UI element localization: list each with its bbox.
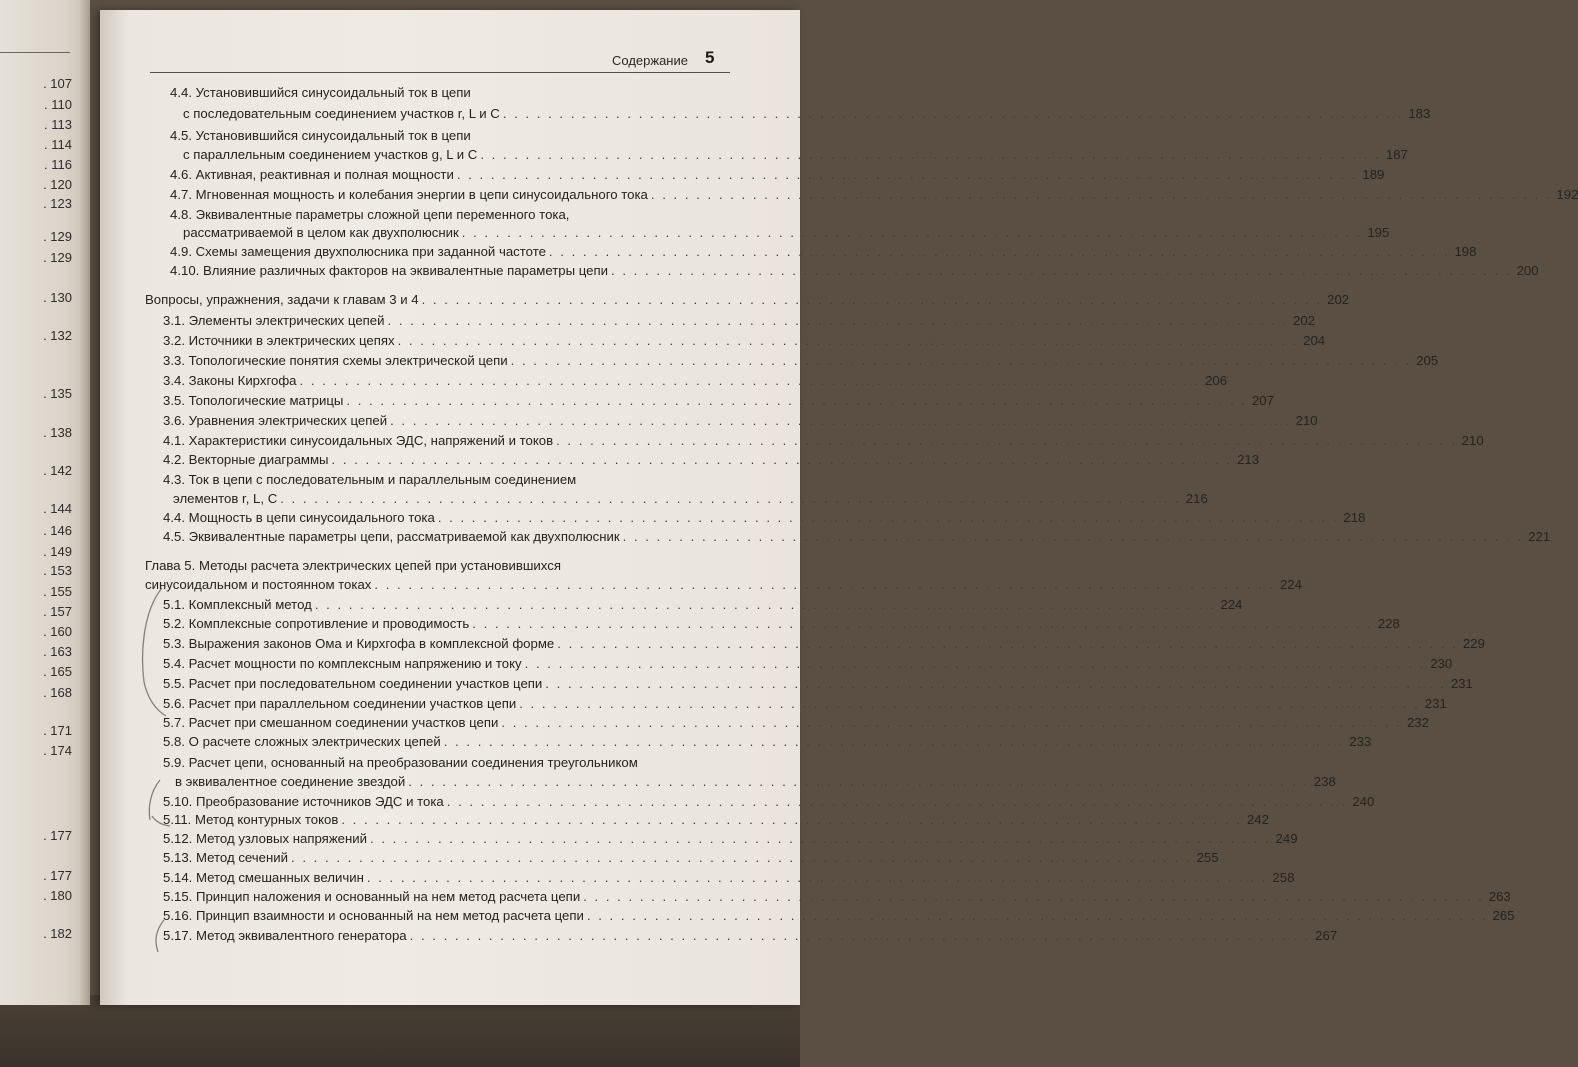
toc-entry[interactable] <box>163 656 1453 672</box>
toc-entry-page: 267 <box>1315 928 1338 943</box>
left-page-number: . 138 <box>43 425 72 440</box>
dot-leader: . . . . . . . . . . . . . . . . . . . . . . . . . . . . . . . . . . . . . . . . . . . . . . . . . . . . . . . . . . . . . . . . . . . . . . . . . . . . . . . . <box>472 616 1373 631</box>
toc-entry[interactable] <box>163 908 1515 924</box>
dot-leader: . . . . . . . . . . . . . . . . . . . . . . . . . . . . . . . . . . . . . . . . . . . . . . . . . . . . . . . . . . . . . . . . . . . . . . . . . . . . . . . . <box>291 850 1192 865</box>
toc-entry[interactable] <box>163 616 1400 632</box>
toc-entry[interactable] <box>163 510 1366 526</box>
toc-entry-page: 202 <box>1293 313 1316 328</box>
left-page-number: . 160 <box>43 624 72 639</box>
toc-entry-page: 195 <box>1367 225 1390 240</box>
dot-leader: . . . . . . . . . . . . . . . . . . . . . . . . . . . . . . . . . . . . . . . . . . . . . . . . . . . . . . . . . . . . . . . . . . . . . . . . . . . . . . . . <box>524 656 1426 671</box>
dot-leader: . . . . . . . . . . . . . . . . . . . . . . . . . . . . . . . . . . . . . . . . . . . . . . . . . . . . . . . . . . . . . . . . . . . . . . . . . . . . . . . . <box>390 413 1291 428</box>
toc-entry-page: 224 <box>1279 577 1302 592</box>
toc-entry[interactable] <box>183 147 1408 163</box>
toc-entry[interactable] <box>163 676 1473 692</box>
left-page-number: . 107 <box>43 76 72 91</box>
toc-entry-page: 265 <box>1492 908 1515 923</box>
toc-entry-title: синусоидальном и постоянном токах <box>145 577 372 592</box>
page-number: 5 <box>705 48 715 67</box>
toc-entry-title: 3.6. Уравнения электрических цепей <box>163 413 388 428</box>
toc-entry-page: 231 <box>1450 676 1473 691</box>
toc-entry[interactable] <box>163 715 1429 731</box>
toc-entry[interactable] <box>163 850 1219 866</box>
dot-leader: . . . . . . . . . . . . . . . . . . . . . . . . . . . . . . . . . . . . . . . . . . . . . . . . . . . . . . . . . . . . . . . . . . . . . . . . . . . . . . . . <box>446 794 1348 809</box>
dot-leader: . . . . . . . . . . . . . . . . . . . . . . . . . . . . . . . . . . . . . . . . . . . . . . . . . . . . . . . . . . . . . . . . . . . . . . . . . . . . . . . . <box>586 908 1488 923</box>
dot-leader: . . . . . . . . . . . . . . . . . . . . . . . . . . . . . . . . . . . . . . . . . . . . . . . . . . . . . . . . . . . . . . . . . . . . . . . . . . . . . . . . <box>437 510 1339 525</box>
toc-entry-title-first-line[interactable]: 5.9. Расчет цепи, основанный на преобразовании соединения треугольником <box>163 755 638 770</box>
toc-entry-page: 242 <box>1246 812 1269 827</box>
toc-entry-title: элементов r, L, C <box>173 491 278 506</box>
toc-entry-title: 3.1. Элементы электрических цепей <box>163 313 385 328</box>
toc-entry-page: 249 <box>1275 831 1298 846</box>
dot-leader: . . . . . . . . . . . . . . . . . . . . . . . . . . . . . . . . . . . . . . . . . . . . . . . . . . . . . . . . . . . . . . . . . . . . . . . . . . . . . . . . <box>443 734 1345 749</box>
toc-entry-page: 192 <box>1556 187 1578 202</box>
toc-entry-page: 263 <box>1488 889 1511 904</box>
toc-entry-page: 240 <box>1352 794 1375 809</box>
left-page-number: . 144 <box>43 501 72 516</box>
toc-entry[interactable] <box>145 577 1302 593</box>
toc-entry-title-first-line[interactable]: 4.5. Установившийся синусоидальный ток в цепи <box>170 128 471 143</box>
toc-entry-title: 4.5. Эквивалентные параметры цепи, рассматриваемой как двухполюсник <box>163 529 620 544</box>
toc-entry-title: 3.5. Топологические матрицы <box>163 393 344 408</box>
toc-entry[interactable] <box>163 696 1447 712</box>
toc-entry-title: 5.12. Метод узловых напряжений <box>163 831 367 846</box>
toc-entry-page: 218 <box>1343 510 1366 525</box>
toc-entry[interactable] <box>163 313 1316 329</box>
left-page-number: . 149 <box>43 544 72 559</box>
toc-entry[interactable] <box>183 106 1431 122</box>
toc-entry[interactable] <box>163 393 1274 409</box>
dot-leader: . . . . . . . . . . . . . . . . . . . . . . . . . . . . . . . . . . . . . . . . . . . . . . . . . . . . . . . . . . . . . . . . . . . . . . . . . . . . . . . . <box>480 147 1381 162</box>
toc-entry-page: 216 <box>1185 491 1208 506</box>
dot-leader: . . . . . . . . . . . . . . . . . . . . . . . . . . . . . . . . . . . . . . . . . . . . . . . . . . . . . . . . . . . . . . . . . . . . . . . . . . . . . . . . <box>583 889 1484 904</box>
left-page-number: . 171 <box>43 723 72 738</box>
toc-entry-page: 205 <box>1416 353 1439 368</box>
toc-entry[interactable] <box>163 333 1326 349</box>
toc-entry-page: 207 <box>1251 393 1274 408</box>
dot-leader: . . . . . . . . . . . . . . . . . . . . . . . . . . . . . . . . . . . . . . . . . . . . . . . . . . . . . . . . . . . . . . . . . . . . . . . . . . . . . . . . <box>397 333 1299 348</box>
left-page-number: . 174 <box>43 743 72 758</box>
toc-entry-page: 206 <box>1205 373 1228 388</box>
left-page-number: . 146 <box>43 523 72 538</box>
left-page-number: . 120 <box>43 177 72 192</box>
toc-entry-title-first-line[interactable]: Глава 5. Методы расчета электрических цепей при установившихся <box>145 558 561 573</box>
left-page-number: . 113 <box>44 117 72 132</box>
dot-leader: . . . . . . . . . . . . . . . . . . . . . . . . . . . . . . . . . . . . . . . . . . . . . . . . . . . . . . . . . . . . . . . . . . . . . . . . . . . . . . . . <box>461 225 1363 240</box>
left-page-number: . 110 <box>44 97 72 112</box>
dot-leader: . . . . . . . . . . . . . . . . . . . . . . . . . . . . . . . . . . . . . . . . . . . . . . . . . . . . . . . . . . . . . . . . . . . . . . . . . . . . . . . . <box>456 167 1358 182</box>
toc-entry[interactable] <box>175 774 1336 790</box>
left-page-number: . 123 <box>43 196 72 211</box>
toc-entry-page: 258 <box>1272 870 1295 885</box>
toc-entry-title: Вопросы, упражнения, задачи к главам 3 и 4 <box>145 292 419 307</box>
toc-entry-title: 5.6. Расчет при параллельном соединении участков цепи <box>163 696 517 711</box>
dot-leader: . . . . . . . . . . . . . . . . . . . . . . . . . . . . . . . . . . . . . . . . . . . . . . . . . . . . . . . . . . . . . . . . . . . . . . . . . . . . . . . . <box>557 636 1458 651</box>
toc-entry-page: 224 <box>1220 597 1243 612</box>
toc-entry-title-first-line[interactable]: 4.4. Установившийся синусоидальный ток в цепи <box>170 85 471 100</box>
toc-entry[interactable] <box>163 889 1511 905</box>
toc-entry[interactable] <box>163 870 1295 886</box>
left-page-number: . 177 <box>43 828 72 843</box>
toc-entry-page: 200 <box>1516 263 1539 278</box>
left-page-number: . 155 <box>43 584 72 599</box>
toc-entry-page: 204 <box>1303 333 1326 348</box>
toc-entry-page: 187 <box>1385 147 1408 162</box>
toc-entry-title: рассматриваемой в целом как двухполюсник <box>183 225 459 240</box>
dot-leader: . . . . . . . . . . . . . . . . . . . . . . . . . . . . . . . . . . . . . . . . . . . . . . . . . . . . . . . . . . . . . . . . . . . . . . . . . . . . . . . . <box>346 393 1247 408</box>
toc-entry-title: с параллельным соединением участков g, L и C <box>183 147 478 162</box>
dot-leader: . . . . . . . . . . . . . . . . . . . . . . . . . . . . . . . . . . . . . . . . . . . . . . . . . . . . . . . . . . . . . . . . . . . . . . . . . . . . . . . . <box>387 313 1289 328</box>
toc-entry-title: 4.7. Мгновенная мощность и колебания энергии в цепи синусоидального тока <box>170 187 648 202</box>
toc-entry-page: 233 <box>1349 734 1372 749</box>
left-page-number: . 168 <box>43 685 72 700</box>
toc-entry[interactable] <box>183 225 1390 241</box>
toc-entry-title: 5.3. Выражения законов Ома и Кирхгофа в комплексной форме <box>163 636 555 651</box>
dot-leader: . . . . . . . . . . . . . . . . . . . . . . . . . . . . . . . . . . . . . . . . . . . . . . . . . . . . . . . . . . . . . . . . . . . . . . . . . . . . . . . . <box>299 373 1201 388</box>
toc-entry-page: 213 <box>1237 452 1260 467</box>
toc-entry-title: 5.10. Преобразование источников ЭДС и тока <box>163 794 444 809</box>
table-surface <box>0 995 800 1067</box>
left-page-number: . 142 <box>43 463 72 478</box>
left-page-number: . 177 <box>43 868 72 883</box>
running-header-title: Содержание <box>612 53 688 68</box>
left-page-number: . 182 <box>43 926 72 941</box>
left-page-number: . 153 <box>43 563 72 578</box>
dot-leader: . . . . . . . . . . . . . . . . . . . . . . . . . . . . . . . . . . . . . . . . . . . . . . . . . . . . . . . . . . . . . . . . . . . . . . . . . . . . . . . . <box>622 529 1524 544</box>
dot-leader: . . . . . . . . . . . . . . . . . . . . . . . . . . . . . . . . . . . . . . . . . . . . . . . . . . . . . . . . . . . . . . . . . . . . . . . . . . . . . . . . <box>374 577 1275 592</box>
toc-entry[interactable] <box>173 491 1208 507</box>
left-page-number: . 129 <box>43 229 72 244</box>
left-page-number: . 157 <box>43 604 72 619</box>
left-page-number: . 130 <box>43 290 72 305</box>
toc-entry[interactable] <box>170 244 1477 260</box>
left-header-rule <box>0 52 70 53</box>
dot-leader: . . . . . . . . . . . . . . . . . . . . . . . . . . . . . . . . . . . . . . . . . . . . . . . . . . . . . . . . . . . . . . . . . . . . . . . . . . . . . . . . <box>502 106 1404 121</box>
left-page-number: . 116 <box>44 157 72 172</box>
toc-entry-title: 4.9. Схемы замещения двухполюсника при заданной частоте <box>170 244 546 259</box>
toc-entry[interactable] <box>163 794 1375 810</box>
toc-entry-page: 231 <box>1424 696 1447 711</box>
dot-leader: . . . . . . . . . . . . . . . . . . . . . . . . . . . . . . . . . . . . . . . . . . . . . . . . . . . . . . . . . . . . . . . . . . . . . . . . . . . . . . . . <box>650 187 1552 202</box>
toc-entry-title: 3.4. Законы Кирхгофа <box>163 373 297 388</box>
toc-entry-title: 4.10. Влияние различных факторов на эквивалентные параметры цепи <box>170 263 609 278</box>
header-rule <box>150 72 730 73</box>
toc-entry-page: 210 <box>1295 413 1318 428</box>
dot-leader: . . . . . . . . . . . . . . . . . . . . . . . . . . . . . . . . . . . . . . . . . . . . . . . . . . . . . . . . . . . . . . . . . . . . . . . . . . . . . . . . <box>408 774 1309 789</box>
left-page-number: . 163 <box>43 644 72 659</box>
toc-entry-title: 5.11. Метод контурных токов <box>163 812 339 827</box>
toc-entry-page: 228 <box>1377 616 1400 631</box>
toc-entry-title: 5.14. Метод смешанных величин <box>163 870 364 885</box>
toc-entry-page: 189 <box>1362 167 1385 182</box>
toc-entry-title: 4.6. Активная, реактивная и полная мощности <box>170 167 454 182</box>
toc-entry-title: 5.15. Принцип наложения и основанный на нем метод расчета цепи <box>163 889 581 904</box>
dot-leader: . . . . . . . . . . . . . . . . . . . . . . . . . . . . . . . . . . . . . . . . . . . . . . . . . . . . . . . . . . . . . . . . . . . . . . . . . . . . . . . . <box>556 433 1457 448</box>
toc-entry[interactable] <box>170 187 1578 203</box>
right-page <box>100 10 1578 1005</box>
toc-entry-title: 5.13. Метод сечений <box>163 850 289 865</box>
toc-entry-title: 5.1. Комплексный метод <box>163 597 312 612</box>
left-page <box>0 0 90 1005</box>
toc-entry-page: 210 <box>1461 433 1484 448</box>
dot-leader: . . . . . . . . . . . . . . . . . . . . . . . . . . . . . . . . . . . . . . . . . . . . . . . . . . . . . . . . . . . . . . . . . . . . . . . . . . . . . . . . <box>548 244 1450 259</box>
left-page-number: . 114 <box>44 137 72 152</box>
left-page-number: . 180 <box>43 888 72 903</box>
toc-entry-title-first-line[interactable]: 4.8. Эквивалентные параметры сложной цепи переменного тока, <box>170 207 570 222</box>
toc-entry-page: 230 <box>1430 656 1453 671</box>
toc-entry-title: с последовательным соединением участков r, L и C <box>183 106 500 121</box>
toc-entry-title: 5.2. Комплексные сопротивление и проводимость <box>163 616 470 631</box>
toc-entry-title-first-line[interactable]: 4.3. Ток в цепи с последовательным и параллельным соединением <box>163 472 577 487</box>
toc-entry[interactable] <box>163 812 1269 828</box>
toc-entry-title: 5.17. Метод эквивалентного генератора <box>163 928 407 943</box>
dot-leader: . . . . . . . . . . . . . . . . . . . . . . . . . . . . . . . . . . . . . . . . . . . . . . . . . . . . . . . . . . . . . . . . . . . . . . . . . . . . . . . . <box>409 928 1311 943</box>
toc-entry-title: 3.2. Источники в электрических цепях <box>163 333 395 348</box>
toc-entry-page: 221 <box>1528 529 1551 544</box>
book-spine <box>80 0 90 1005</box>
dot-leader: . . . . . . . . . . . . . . . . . . . . . . . . . . . . . . . . . . . . . . . . . . . . . . . . . . . . . . . . . . . . . . . . . . . . . . . . . . . . . . . . <box>611 263 1512 278</box>
toc-entry[interactable] <box>170 167 1385 183</box>
toc-entry[interactable] <box>163 452 1260 468</box>
toc-entry[interactable] <box>163 636 1485 652</box>
toc-entry-page: 229 <box>1462 636 1485 651</box>
toc-entry-page: 238 <box>1313 774 1336 789</box>
toc-entry[interactable] <box>163 734 1372 750</box>
dot-leader: . . . . . . . . . . . . . . . . . . . . . . . . . . . . . . . . . . . . . . . . . . . . . . . . . . . . . . . . . . . . . . . . . . . . . . . . . . . . . . . . <box>341 812 1242 827</box>
left-page-number: . 129 <box>43 250 72 265</box>
dot-leader: . . . . . . . . . . . . . . . . . . . . . . . . . . . . . . . . . . . . . . . . . . . . . . . . . . . . . . . . . . . . . . . . . . . . . . . . . . . . . . . . <box>370 831 1271 846</box>
toc-entry[interactable] <box>163 831 1298 847</box>
toc-entry-title: 5.8. О расчете сложных электрических цепей <box>163 734 441 749</box>
pencil-bracket-2 <box>149 780 160 820</box>
toc-entry-title: в эквивалентное соединение звездой <box>175 774 406 789</box>
toc-entry-title: 5.5. Расчет при последовательном соединении участков цепи <box>163 676 543 691</box>
toc-entry[interactable] <box>163 928 1338 944</box>
toc-entry-title: 5.7. Расчет при смешанном соединении участков цепи <box>163 715 499 730</box>
toc-entry[interactable] <box>163 529 1551 545</box>
dot-leader: . . . . . . . . . . . . . . . . . . . . . . . . . . . . . . . . . . . . . . . . . . . . . . . . . . . . . . . . . . . . . . . . . . . . . . . . . . . . . . . . <box>366 870 1268 885</box>
dot-leader: . . . . . . . . . . . . . . . . . . . . . . . . . . . . . . . . . . . . . . . . . . . . . . . . . . . . . . . . . . . . . . . . . . . . . . . . . . . . . . . . <box>331 452 1233 467</box>
dot-leader: . . . . . . . . . . . . . . . . . . . . . . . . . . . . . . . . . . . . . . . . . . . . . . . . . . . . . . . . . . . . . . . . . . . . . . . . . . . . . . . . <box>314 597 1216 612</box>
toc-entry-page: 183 <box>1408 106 1431 121</box>
toc-entry[interactable] <box>163 373 1228 389</box>
toc-entry-page: 202 <box>1327 292 1350 307</box>
toc-entry[interactable] <box>163 597 1243 613</box>
toc-entry-title: 3.3. Топологические понятия схемы электрической цепи <box>163 353 508 368</box>
toc-entry[interactable] <box>170 263 1539 279</box>
toc-entry-page: 232 <box>1406 715 1429 730</box>
toc-entry[interactable] <box>163 413 1318 429</box>
left-page-number: . 165 <box>43 664 72 679</box>
toc-entry-title: 5.4. Расчет мощности по комплексным напряжению и току <box>163 656 522 671</box>
dot-leader: . . . . . . . . . . . . . . . . . . . . . . . . . . . . . . . . . . . . . . . . . . . . . . . . . . . . . . . . . . . . . . . . . . . . . . . . . . . . . . . . <box>510 353 1412 368</box>
dot-leader: . . . . . . . . . . . . . . . . . . . . . . . . . . . . . . . . . . . . . . . . . . . . . . . . . . . . . . . . . . . . . . . . . . . . . . . . . . . . . . . . <box>421 292 1323 307</box>
dot-leader: . . . . . . . . . . . . . . . . . . . . . . . . . . . . . . . . . . . . . . . . . . . . . . . . . . . . . . . . . . . . . . . . . . . . . . . . . . . . . . . . <box>280 491 1181 506</box>
toc-entry[interactable] <box>163 433 1484 449</box>
dot-leader: . . . . . . . . . . . . . . . . . . . . . . . . . . . . . . . . . . . . . . . . . . . . . . . . . . . . . . . . . . . . . . . . . . . . . . . . . . . . . . . . <box>501 715 1402 730</box>
toc-entry-title: 4.4. Мощность в цепи синусоидального тока <box>163 510 435 525</box>
dot-leader: . . . . . . . . . . . . . . . . . . . . . . . . . . . . . . . . . . . . . . . . . . . . . . . . . . . . . . . . . . . . . . . . . . . . . . . . . . . . . . . . <box>545 676 1446 691</box>
left-page-number: . 132 <box>43 328 72 343</box>
toc-entry-title: 4.1. Характеристики синусоидальных ЭДС, напряжений и токов <box>163 433 554 448</box>
toc-entry-page: 198 <box>1454 244 1477 259</box>
left-page-number: . 135 <box>43 386 72 401</box>
toc-entry-title: 5.16. Принцип взаимности и основанный на нем метод расчета цепи <box>163 908 584 923</box>
toc-entry-title: 4.2. Векторные диаграммы <box>163 452 329 467</box>
toc-entry[interactable] <box>163 353 1439 369</box>
toc-entry-page: 255 <box>1196 850 1219 865</box>
dot-leader: . . . . . . . . . . . . . . . . . . . . . . . . . . . . . . . . . . . . . . . . . . . . . . . . . . . . . . . . . . . . . . . . . . . . . . . . . . . . . . . . <box>519 696 1420 711</box>
toc-entry[interactable] <box>145 292 1350 308</box>
